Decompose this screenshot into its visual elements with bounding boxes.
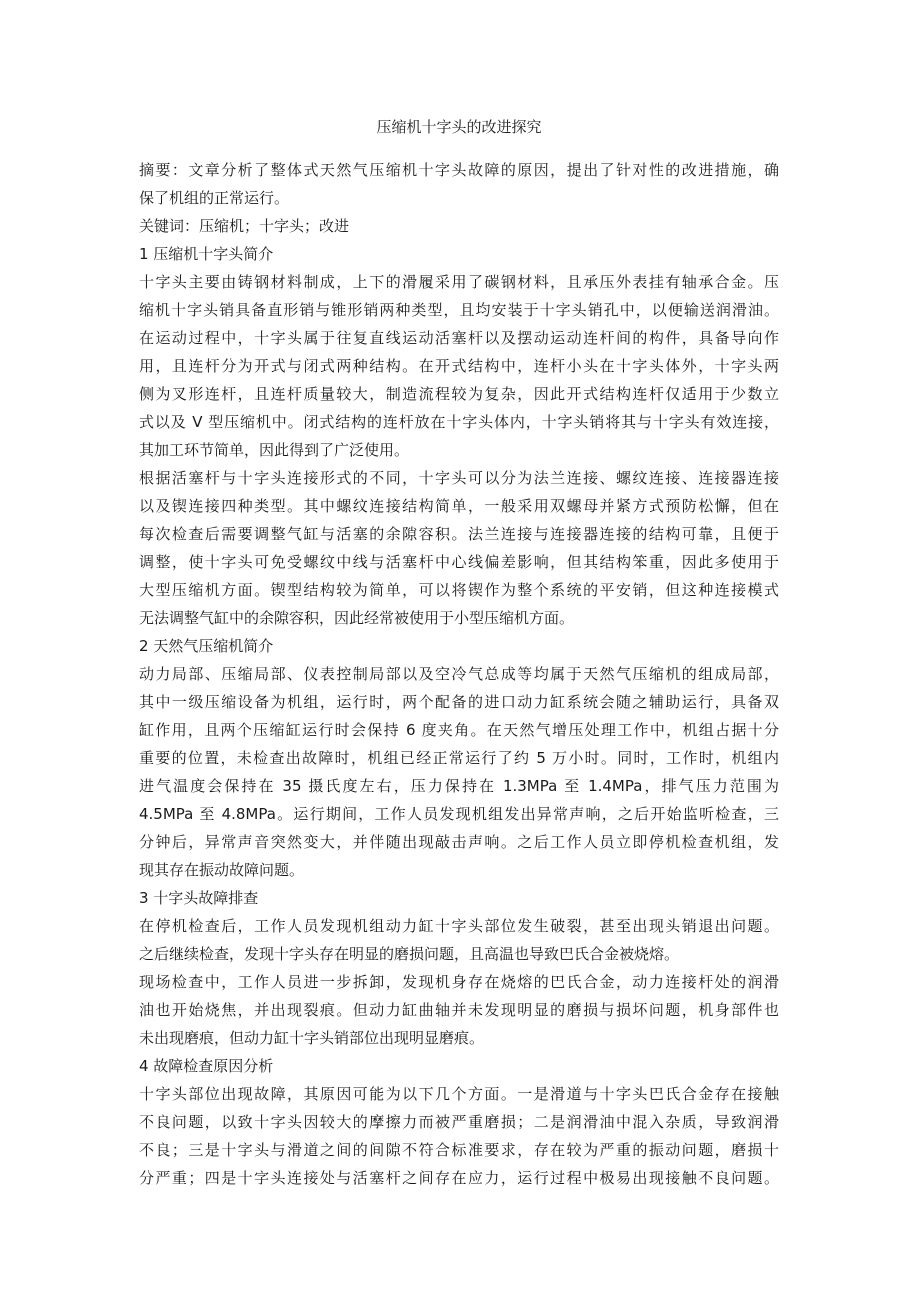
text-line: 不良问题，以致十字头因较大的摩擦力而被严重磨损；二是润滑油中混入杂质，导致润滑: [139, 1113, 779, 1131]
text-line: 分严重；四是十字头连接处与活塞杆之间存在应力，运行过程中极易出现接触不良问题。: [139, 1169, 779, 1187]
text-line: 油也开始烧焦，并出现裂痕。但动力缸曲轴并未发现明显的磨损与损坏问题，机身部件也: [139, 1001, 779, 1019]
text-line: 缸作用，且两个压缩缸运行时会保持 6 度夹角。在天然气增压处理工作中，机组占据十分: [139, 721, 779, 739]
text-line: 关键词：压缩机；十字头；改进: [139, 217, 350, 235]
text-line: 以及锲连接四种类型。其中螺纹连接结构简单，一般采用双螺母并紧方式预防松懈，但在: [139, 497, 779, 515]
text-line: 根据活塞杆与十字头连接形式的不同，十字头可以分为法兰连接、螺纹连接、连接器连接: [139, 469, 779, 487]
text-line: 2 天然气压缩机简介: [139, 637, 274, 655]
text-line: 动力局部、压缩局部、仪表控制局部以及空冷气总成等均属于天然气压缩机的组成局部，: [139, 665, 779, 683]
text-line: 分钟后，异常声音突然变大，并伴随出现敲击声响。之后工作人员立即停机检查机组，发: [139, 833, 779, 851]
text-line: 4 故障检查原因分析: [139, 1057, 274, 1075]
text-line: 现其存在振动故障问题。: [139, 861, 305, 879]
text-line: 4.5MPa 至 4.8MPa。运行期间，工作人员发现机组发出异常声响，之后开始监听检查，三: [139, 805, 779, 823]
text-line: 1 压缩机十字头简介: [139, 245, 274, 263]
text-line: 进气温度会保持在 35 摄氏度左右，压力保持在 1.3MPa 至 1.4MPa，排气压力范围为: [139, 777, 779, 795]
text-line: 十字头主要由铸钢材料制成，上下的滑履采用了碳钢材料，且承压外表挂有轴承合金。压: [139, 273, 779, 291]
text-line: 调整，使十字头可免受螺纹中线与活塞杆中心线偏差影响，但其结构笨重，因此多使用于: [139, 553, 779, 571]
text-line: 在运动过程中，十字头属于往复直线运动活塞杆以及摆动运动连杆间的构件，具备导向作: [139, 329, 779, 347]
text-line: 侧为叉形连杆，且连杆质量较大，制造流程较为复杂，因此开式结构连杆仅适用于少数立: [139, 385, 779, 403]
text-line: 每次检查后需要调整气缸与活塞的余隙容积。法兰连接与连接器连接的结构可靠，且便于: [139, 525, 779, 543]
text-line: 重要的位置，未检查出故障时，机组已经正常运行了约 5 万小时。同时，工作时，机组内: [139, 749, 779, 767]
text-line: 不良；三是十字头与滑道之间的间隙不符合标准要求，存在较为严重的振动问题，磨损十: [139, 1141, 779, 1159]
text-line: 3 十字头故障排查: [139, 889, 259, 907]
document-page: [139, 112, 779, 1192]
text-line: 摘要：文章分析了整体式天然气压缩机十字头故障的原因，提出了针对性的改进措施，确: [139, 161, 779, 179]
document-title: 压缩机十字头的改进探究: [376, 118, 542, 136]
text-line: 之后继续检查，发现十字头存在明显的磨损问题，且高温也导致巴氏合金被烧熔。: [139, 945, 680, 963]
text-line: 缩机十字头销具备直形销与锥形销两种类型，且均安装于十字头销孔中，以便输送润滑油。: [139, 301, 779, 319]
text-line: 未出现磨痕，但动力缸十字头销部位出现明显磨痕。: [139, 1029, 485, 1047]
text-line: 式以及 V 型压缩机中。闭式结构的连杆放在十字头体内，十字头销将其与十字头有效连接，: [139, 413, 779, 431]
text-line: 用，且连杆分为开式与闭式两种结构。在开式结构中，连杆小头在十字头体外，十字头两: [139, 357, 779, 375]
document-body: [139, 156, 779, 1192]
text-line: 在停机检查后，工作人员发现机组动力缸十字头部位发生破裂，甚至出现头销退出问题。: [139, 917, 779, 935]
text-line: 无法调整气缸中的余隙容积，因此经常被使用于小型压缩机方面。: [139, 609, 575, 627]
text-line: 其加工环节简单，因此得到了广泛使用。: [139, 441, 410, 459]
text-line: 保了机组的正常运行。: [139, 189, 290, 207]
text-line: 现场检查中，工作人员进一步拆卸，发现机身存在烧熔的巴氏合金，动力连接杆处的润滑: [139, 973, 779, 991]
text-line: 十字头部位出现故障，其原因可能为以下几个方面。一是滑道与十字头巴氏合金存在接触: [139, 1085, 779, 1103]
text-line: 其中一级压缩设备为机组，运行时，两个配备的进口动力缸系统会随之辅助运行，具备双: [139, 693, 779, 711]
text-line: 大型压缩机方面。锲型结构较为简单，可以将锲作为整个系统的平安销，但这种连接模式: [139, 581, 779, 599]
